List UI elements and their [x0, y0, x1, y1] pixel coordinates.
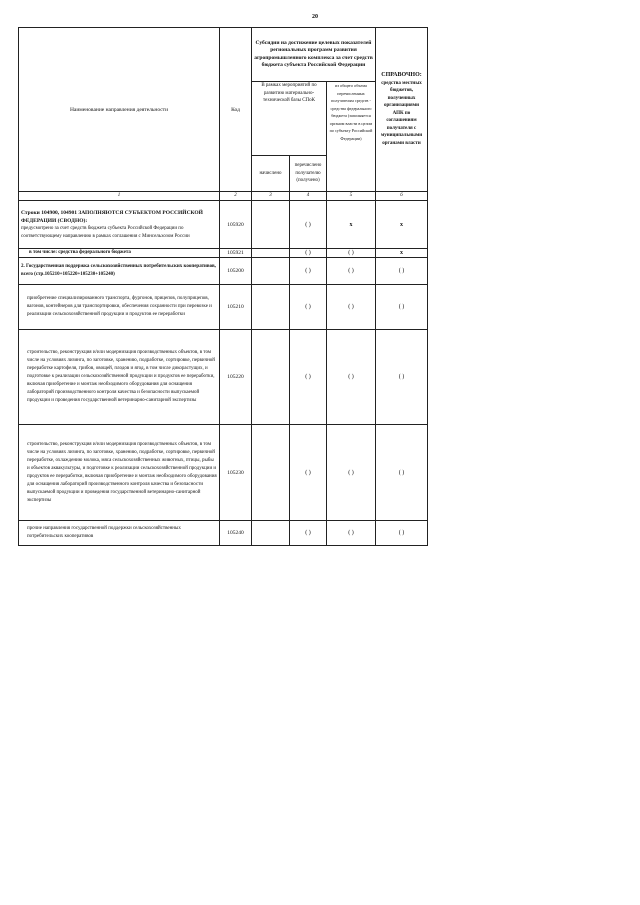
col-number-1: 1 — [19, 192, 220, 201]
row-code: 105220 — [220, 330, 252, 425]
cell-federal-share[interactable]: ( ) — [327, 330, 376, 425]
cell-federal-share[interactable]: ( ) — [327, 249, 376, 258]
table-row — [19, 285, 428, 330]
cell-reference[interactable]: ( ) — [376, 330, 428, 425]
row-code: 105210 — [220, 285, 252, 330]
row-code: 105920 — [220, 201, 252, 249]
table-row — [19, 425, 428, 521]
cell-reference[interactable]: ( ) — [376, 521, 428, 546]
cell-federal-share[interactable]: ( ) — [327, 258, 376, 285]
row-label: приобретение специализированного транспорта, фургонов, прицепов, полуприцепов, вагонов, контейнеров для транспортировки, обеспечения сохранности при перевозке и реализации сельскохозяйственной продукции и продуктов ее переработки — [19, 285, 220, 330]
header-federal-share: из общего объема перечисленных получателям средств - средства федерального бюджета (заполняется органом власти в целом по субъекту Российской Федерации) — [327, 82, 376, 192]
reference-title: СПРАВОЧНО: — [381, 72, 422, 78]
cell-transferred[interactable]: ( ) — [290, 425, 327, 521]
row-label — [19, 201, 220, 249]
cell-accrued[interactable] — [252, 330, 290, 425]
col-number-6: 6 — [376, 192, 428, 201]
row-code: 105230 — [220, 425, 252, 521]
row-code: 105200 — [220, 258, 252, 285]
cell-reference[interactable]: ( ) — [376, 258, 428, 285]
table-row — [19, 521, 428, 546]
header-within-measures: В рамках мероприятий по развитию материально-технической базы СПоК — [252, 82, 327, 156]
cell-federal-share[interactable]: ( ) — [327, 521, 376, 546]
row-code: 105240 — [220, 521, 252, 546]
row-label: 2. Государственная поддержка сельскохозяйственных потребительских кооперативов, всего (стр.105210+105220+105230+105240) — [19, 258, 220, 285]
cell-transferred[interactable]: ( ) — [290, 285, 327, 330]
cell-reference: x — [376, 201, 428, 249]
cell-accrued[interactable] — [252, 425, 290, 521]
cell-federal-share[interactable]: ( ) — [327, 285, 376, 330]
cell-accrued[interactable] — [252, 285, 290, 330]
row-label: в том числе: средства федерального бюджета — [19, 249, 220, 258]
reference-body: средства местных бюджетов, полученных организациями АПК по соглашениям получателя с муниципальными органами власти — [380, 80, 423, 146]
row-text: предусмотрено за счет средств бюджета субъекта Российской Федерации по соответствующему направлению в рамках соглашения с Минсельхозом России — [21, 225, 190, 239]
subsidy-report-table — [18, 27, 428, 546]
header-accrued: начислено — [252, 156, 290, 192]
cell-reference: x — [376, 249, 428, 258]
col-number-3: 3 — [252, 192, 290, 201]
row-label: строительство, реконструкция и/или модернизация производственных объектов, в том числе на условиях лизинга, по заготовке, хранению, подработке, сортировке, первичной переработке картофеля, грибов, овощей, плодов и ягод, в том числе дикорастущих, и подготовке к реализации сельскохозяйственной продукции и продуктов ее переработки, включая приобретение и монтаж необходимого оборудования для оснащения лабораторий производственного контроля качества и безопасности выпускаемой продукции и проведения государственной ветеринарно-санитарной экспертизы — [19, 330, 220, 425]
cell-reference[interactable]: ( ) — [376, 285, 428, 330]
table-row — [19, 330, 428, 425]
row-title: Строки 104900, 104901 ЗАПОЛНЯЮТСЯ СУБЪЕКТОМ РОССИЙСКОЙ ФЕДЕРАЦИИ (СВОДНО): — [21, 209, 203, 224]
header-transferred: перечислено получателю (получено) — [290, 156, 327, 192]
page-number: 20 — [312, 14, 318, 20]
cell-transferred[interactable]: ( ) — [290, 249, 327, 258]
cell-accrued[interactable] — [252, 249, 290, 258]
col-number-5: 5 — [327, 192, 376, 201]
cell-transferred[interactable]: ( ) — [290, 201, 327, 249]
cell-federal-share[interactable]: ( ) — [327, 425, 376, 521]
cell-transferred[interactable]: ( ) — [290, 521, 327, 546]
header-code-column: Код — [220, 28, 252, 192]
cell-accrued[interactable] — [252, 521, 290, 546]
header-name-column: Наименование направления деятельности — [19, 28, 220, 192]
cell-reference[interactable]: ( ) — [376, 425, 428, 521]
row-label: строительство, реконструкция и/или модернизация производственных объектов, в том числе на условиях лизинга, по заготовке, хранению, подработке, сортировке, первичной переработке, охлаждению молока, мяса сельскохозяйственных животных, птицы, рыбы и объектов аквакультуры, и подготовке к реализации сельскохозяйственной продукции и продуктов ее переработки, включая приобретение и монтаж необходимого оборудования для оснащения лабораторий производственного контроля качества и безопасности выпускаемой продукции и проведения государственной ветеринарно-санитарной экспертизы — [19, 425, 220, 521]
header-subsidy-group: Субсидии на достижение целевых показателей региональных программ развития агропромышленного комплекса за счет средств бюджета субъекта Российской Федерации — [252, 28, 376, 82]
col-number-4: 4 — [290, 192, 327, 201]
table-row — [19, 258, 428, 285]
cell-transferred[interactable]: ( ) — [290, 330, 327, 425]
table-row — [19, 249, 428, 258]
row-label: прочие направления государственной поддержки сельскохозяйственных потребительских кооперативов — [19, 521, 220, 546]
table-row — [19, 201, 428, 249]
row-code: 105921 — [220, 249, 252, 258]
header-reference-column — [376, 28, 428, 192]
cell-federal-share: x — [327, 201, 376, 249]
cell-accrued[interactable] — [252, 258, 290, 285]
cell-accrued[interactable] — [252, 201, 290, 249]
col-number-2: 2 — [220, 192, 252, 201]
cell-transferred[interactable]: ( ) — [290, 258, 327, 285]
